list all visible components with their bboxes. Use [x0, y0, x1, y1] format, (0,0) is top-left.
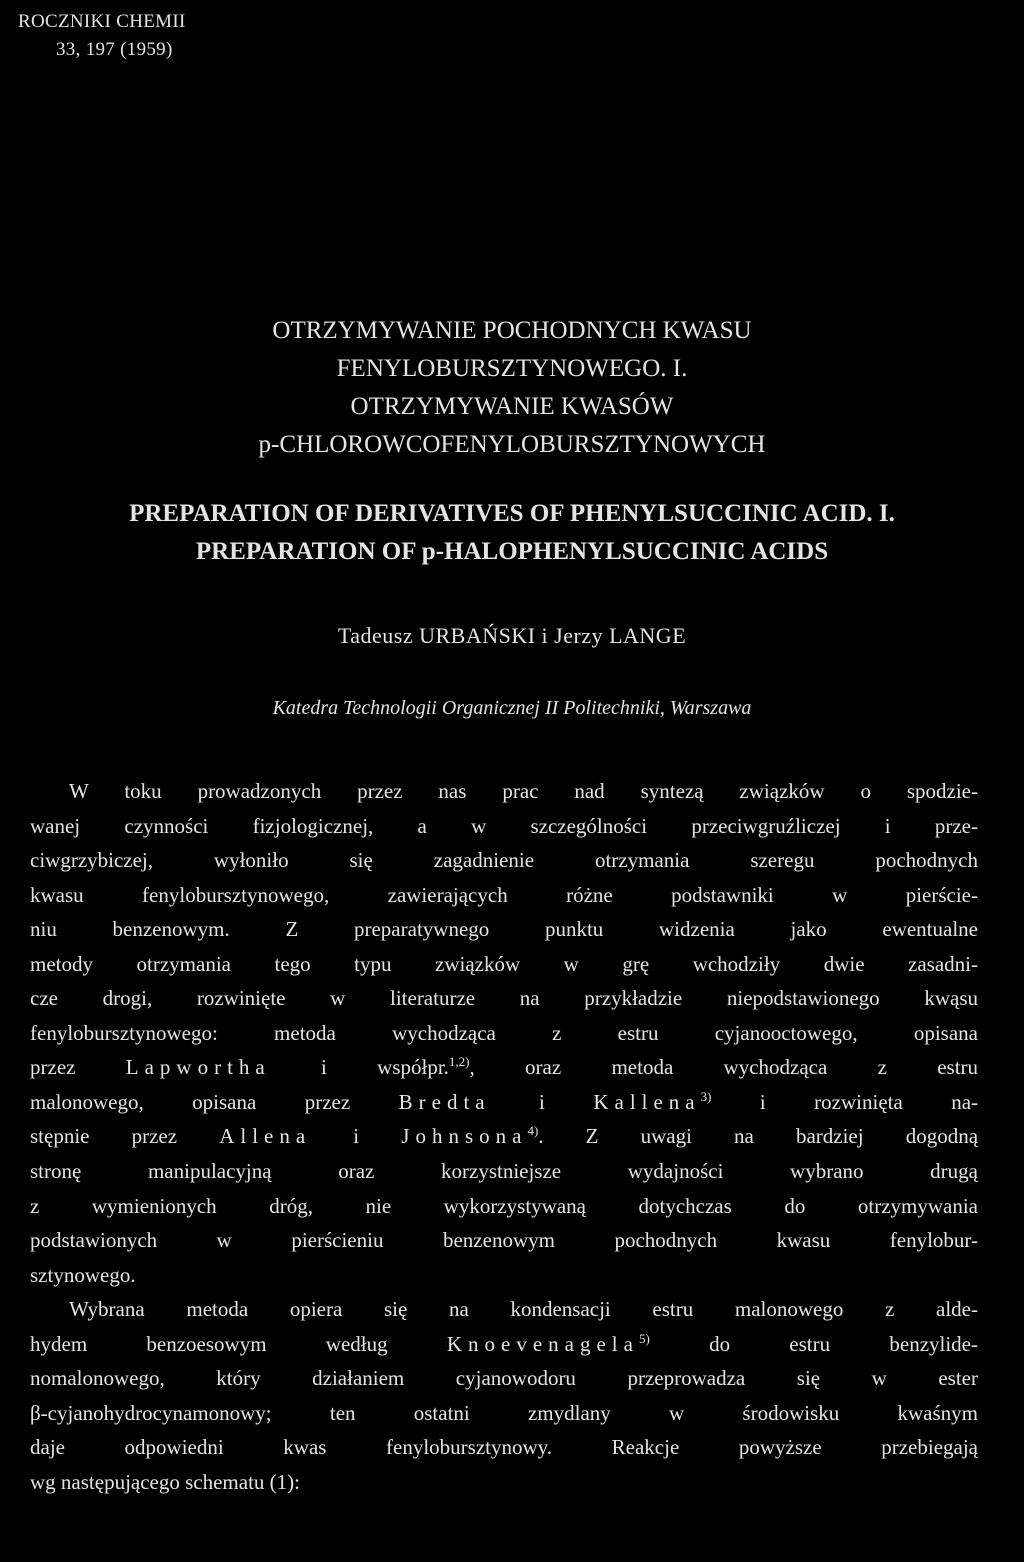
author-name-spaced: Lapwortha [125, 1055, 271, 1080]
author-name-spaced: Johnsona [401, 1124, 528, 1149]
body-line: ciwgrzybiczej, wyłoniło się zagadnienie otrzymania szeregu pochodnych [30, 848, 978, 873]
authors: Tadeusz URBAŃSKI i Jerzy LANGE [337, 623, 687, 648]
body-line [30, 1050, 978, 1085]
body-line: kwasu fenylobursztynowego, zawierających różne podstawniki w pierście- [30, 882, 978, 907]
author-name-spaced: Bredta [398, 1089, 491, 1114]
reference-superscript: 4) [527, 1123, 539, 1139]
journal-name: ROCZNIKI CHEMII [18, 11, 186, 32]
journal-header [18, 8, 186, 64]
body-line: wg następującego schematu (1): [30, 1469, 300, 1494]
polish-title-line: FENYLOBURSZTYNOWEGO. I. [336, 355, 688, 382]
body-line: cze drogi, rozwinięte w literaturze na przykładzie niepodstawionego kwąsu [30, 986, 978, 1011]
body-line [30, 1327, 978, 1362]
body-line: Wybrana metoda opiera się na kondensacji estru malonowego z alde- [69, 1297, 978, 1322]
text-segment: hydem benzoesowym według [30, 1331, 388, 1356]
polish-title [0, 312, 1024, 464]
body-line: sztynowego. [30, 1262, 136, 1287]
body-line: fenylobursztynowego: metoda wychodząca z estru cyjanooctowego, opisana [30, 1020, 978, 1045]
text-segment: i rozwinięta na- [759, 1089, 979, 1114]
text-segment: . Z uwagi na bardziej dogodną [538, 1124, 979, 1149]
text-segment: i współpr. [321, 1055, 449, 1080]
author-name-spaced: Kallena [593, 1089, 701, 1114]
text-segment: i [353, 1124, 360, 1149]
polish-title-line: p-CHLOROWCOFENYLOBURSZTYNOWYCH [258, 431, 766, 458]
english-title [0, 495, 1024, 571]
text-segment: i [539, 1089, 545, 1114]
reference-superscript: 3) [700, 1088, 712, 1104]
body-line: nomalonowego, który działaniem cyjanowodoru przeprowadza się w ester [30, 1366, 978, 1391]
text-segment: , oraz metoda wychodząca z estru [469, 1055, 979, 1080]
text-segment: stępnie przez [30, 1124, 178, 1149]
body-line: z wymienionych dróg, nie wykorzystywaną dotychczas do otrzymywania [30, 1193, 978, 1218]
body-line [30, 1085, 978, 1120]
polish-title-line: OTRZYMYWANIE POCHODNYCH KWASU [272, 317, 752, 344]
reference-superscript: 5) [638, 1330, 650, 1346]
text-segment: do estru benzylide- [709, 1331, 978, 1356]
body-line: metody otrzymania tego typu związków w grę wchodziły dwie zasadni- [30, 951, 978, 976]
english-title-line: PREPARATION OF p-HALOPHENYLSUCCINIC ACIDS [195, 538, 829, 565]
reference-superscript: 1,2) [448, 1054, 470, 1070]
body-line: β-cyjanohydrocynamonowy; ten ostatni zmydlany w środowisku kwaśnym [30, 1400, 978, 1425]
journal-citation: 33, 197 (1959) [56, 39, 173, 60]
body-line: W toku prowadzonych przez nas prac nad syntezą związków o spodzie- [69, 779, 978, 803]
author-name-spaced: Allena [219, 1124, 312, 1149]
body-line [30, 1119, 978, 1154]
body-line: podstawionych w pierścieniu benzenowym pochodnych kwasu fenylobur- [30, 1228, 978, 1253]
body-line: niu benzenowym. Z preparatywnego punktu widzenia jako ewentualne [30, 917, 978, 942]
text-segment: przez [30, 1055, 76, 1080]
body-line: stronę manipulacyjną oraz korzystniejsze wydajności wybrano drugą [30, 1159, 978, 1184]
article-body [30, 774, 978, 1499]
polish-title-line: OTRZYMYWANIE KWASÓW [350, 393, 674, 420]
affiliation: Katedra Technologii Organicznej II Politechniki, Warszawa [272, 697, 752, 719]
body-line: daje odpowiedni kwas fenylobursztynowy. Reakcje powyższe przebiegają [30, 1435, 978, 1460]
text-segment: malonowego, opisana przez [30, 1089, 351, 1114]
english-title-line: PREPARATION OF DERIVATIVES OF PHENYLSUCCINIC ACID. I. [129, 500, 895, 527]
author-name-spaced: Knoevenagela [446, 1331, 639, 1356]
body-line: wanej czynności fizjologicznej, a w szczególności przeciwgruźliczej i prze- [30, 813, 978, 838]
